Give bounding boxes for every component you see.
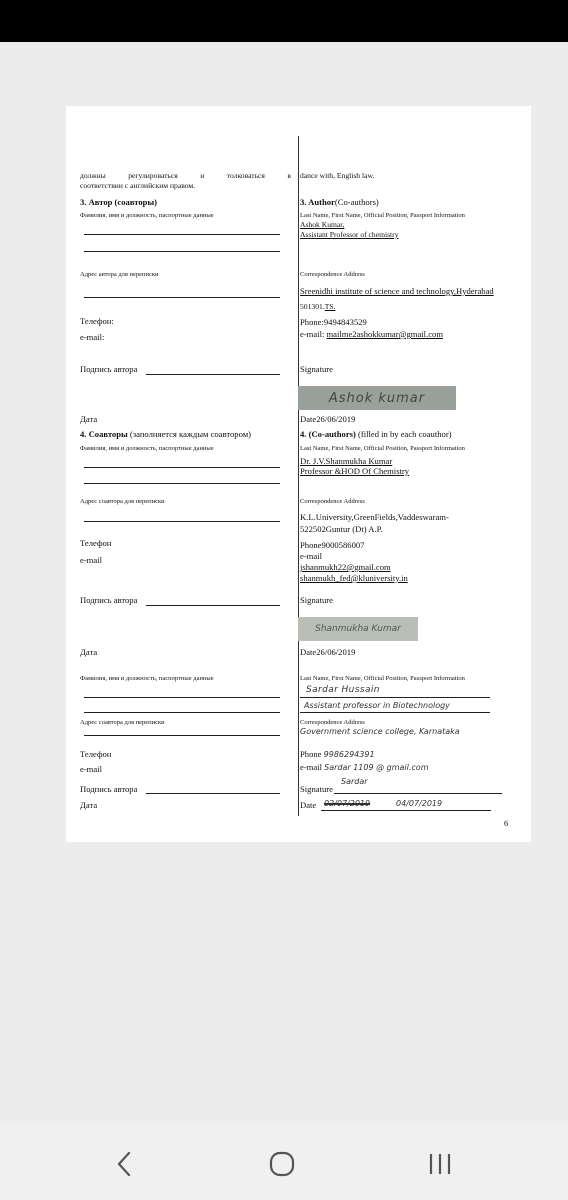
ru-co-sign-line <box>146 605 280 606</box>
ru-phone-label: Телефон: <box>80 316 114 326</box>
en-author-name: Ashok Kumar, <box>300 220 345 229</box>
en-email-link[interactable]: mailme2ashokkumar@gmail.com <box>326 329 444 339</box>
en-co2-date: 04/07/2019 <box>396 799 443 808</box>
recents-bars-icon[interactable] <box>420 1144 460 1184</box>
status-bar <box>0 0 568 42</box>
ru-co2-address-line <box>84 735 280 736</box>
ru-co-address-label: Адрес соавтора для переписки <box>80 498 165 505</box>
en-co-address-line2: 522502Guntur (Dt) A.P. <box>300 524 383 534</box>
en-co2-name-line <box>300 697 490 698</box>
ru-name-line-1 <box>84 234 280 235</box>
ru-email-label: e-mail: <box>80 332 105 342</box>
document-page <box>66 106 531 842</box>
ru-co2-name-line-1 <box>84 697 280 698</box>
ru-co-address-line <box>84 521 280 522</box>
en-co-sign-label: Signature <box>300 595 333 605</box>
en-co-email-2[interactable]: shanmukh_fed@kluniversity.in <box>300 573 408 583</box>
en-co2-phone: Phone 9986294391 <box>300 749 375 759</box>
en-co2-name: Sardar Hussain <box>306 685 380 695</box>
ru-co2-sign-label: Подпись автора <box>80 784 138 794</box>
ru-co2-date-label: Дата <box>80 800 98 810</box>
ru-sign-label: Подпись автора <box>80 364 138 374</box>
ru-co2-name-label: Фамилия, имя и должность, паспортные данные <box>80 675 214 682</box>
en-address-label: Correspondence Address <box>300 271 365 278</box>
ru-co-name-line-1 <box>84 467 280 468</box>
column-divider <box>298 136 299 816</box>
en-co-address-label: Correspondence Address <box>300 498 365 505</box>
en-co-address-line1: K.L.University,GreenFields,Vaddeswaram- <box>300 512 449 522</box>
en-co2-address-label: Correspondence Address <box>300 719 365 726</box>
en-co2-position: Assistant professor in Biotechnology <box>304 701 450 710</box>
ru-co2-sign-line <box>146 793 280 794</box>
en-co2-sign-line <box>334 793 502 794</box>
author-signature: Ashok kumar <box>328 390 426 406</box>
page-number: 6 <box>504 818 509 828</box>
ru-address-label: Адрес автора для переписки <box>80 271 159 278</box>
ru-co2-phone-label: Телефон <box>80 749 112 759</box>
en-author-heading: 3. Author(Co-authors) <box>300 197 379 207</box>
ru-co2-email-label: e-mail <box>80 764 102 774</box>
ru-author-heading: 3. Автор (соавторы) <box>80 197 158 207</box>
coauthor-signature: Shanmukha Kumar <box>315 624 401 634</box>
en-co2-date-line <box>321 810 491 811</box>
back-chevron-icon[interactable] <box>104 1144 144 1184</box>
coauthor-signature-image <box>298 617 418 641</box>
en-date: Date26/06/2019 <box>300 414 356 424</box>
ru-co-name-line-2 <box>84 483 280 484</box>
home-circle-icon[interactable] <box>262 1144 302 1184</box>
ru-address-line <box>84 297 280 298</box>
en-co2-address: Government science college, Karnataka <box>300 727 460 736</box>
ru-co-sign-label: Подпись автора <box>80 595 138 605</box>
ru-co2-address-label: Адрес соавтора для переписки <box>80 719 165 726</box>
en-phone: Phone:9494843529 <box>300 317 367 327</box>
ru-co-phone-label: Телефон <box>80 538 112 548</box>
ru-coauthor-heading: 4. Соавторы (заполняется каждым соавтором) <box>80 429 252 439</box>
ru-co-name-label: Фамилия, имя и должность, паспортные данные <box>80 445 214 452</box>
en-co2-date-struck: 02/07/2019 <box>324 799 371 808</box>
ru-co-date-label: Дата <box>80 647 98 657</box>
ru-name-line-2 <box>84 251 280 252</box>
ru-intro-line1: должны регулироваться и толковаться в <box>80 171 291 180</box>
en-co2-date-label: Date <box>300 800 317 810</box>
ru-sign-line <box>146 374 280 375</box>
en-author-position: Assistant Professor of chemistry <box>300 230 399 239</box>
ru-date-label: Дата <box>80 414 98 424</box>
en-co-phone: Phone9000586007 <box>300 540 365 550</box>
en-co-name-label: Last Name, First Name, Official Position, Passport Information <box>300 445 465 452</box>
en-coauthor-heading: 4. (Co-authors) (filled in by each coauthor) <box>300 429 452 439</box>
en-name-label: Last Name, First Name, Official Position, Passport Information <box>300 212 465 219</box>
en-intro: dance with, English law. <box>300 171 375 180</box>
ru-name-label: Фамилия, имя и должность, паспортные данные <box>80 212 214 219</box>
en-co-name: Dr. J.V.Shanmukha Kumar <box>300 456 393 466</box>
navigation-bar <box>0 1124 568 1200</box>
en-address-line2: 501301.TS. <box>300 302 336 311</box>
en-co-position: Professor &HOD Of Chemistry <box>300 466 410 476</box>
en-co2-name-label: Last Name, First Name, Official Position, Passport Information <box>300 675 465 682</box>
en-sign-label: Signature <box>300 364 333 374</box>
en-co-date: Date26/06/2019 <box>300 647 356 657</box>
en-email: e-mail: mailme2ashokkumar@gmail.com <box>300 329 444 339</box>
author-signature-image <box>298 386 456 410</box>
ru-intro-line2: соответствии с английским правом. <box>80 181 196 190</box>
en-address-line1: Sreenidhi institute of science and technology,Hyderabad <box>300 286 494 296</box>
ru-co2-name-line-2 <box>84 712 280 713</box>
en-co2-sign-label: Signature <box>300 784 333 794</box>
en-co2-position-line <box>300 712 490 713</box>
en-co-email-1[interactable]: jshanmukh22@gmail.com <box>300 562 391 572</box>
document-viewer[interactable] <box>0 42 568 1124</box>
en-co-email-label: e-mail <box>300 551 322 561</box>
en-co2-email: e-mail Sardar 1109 @ gmail.com <box>300 762 429 772</box>
ru-co-email-label: e-mail <box>80 555 102 565</box>
en-co2-signature: Sardar <box>341 777 368 786</box>
